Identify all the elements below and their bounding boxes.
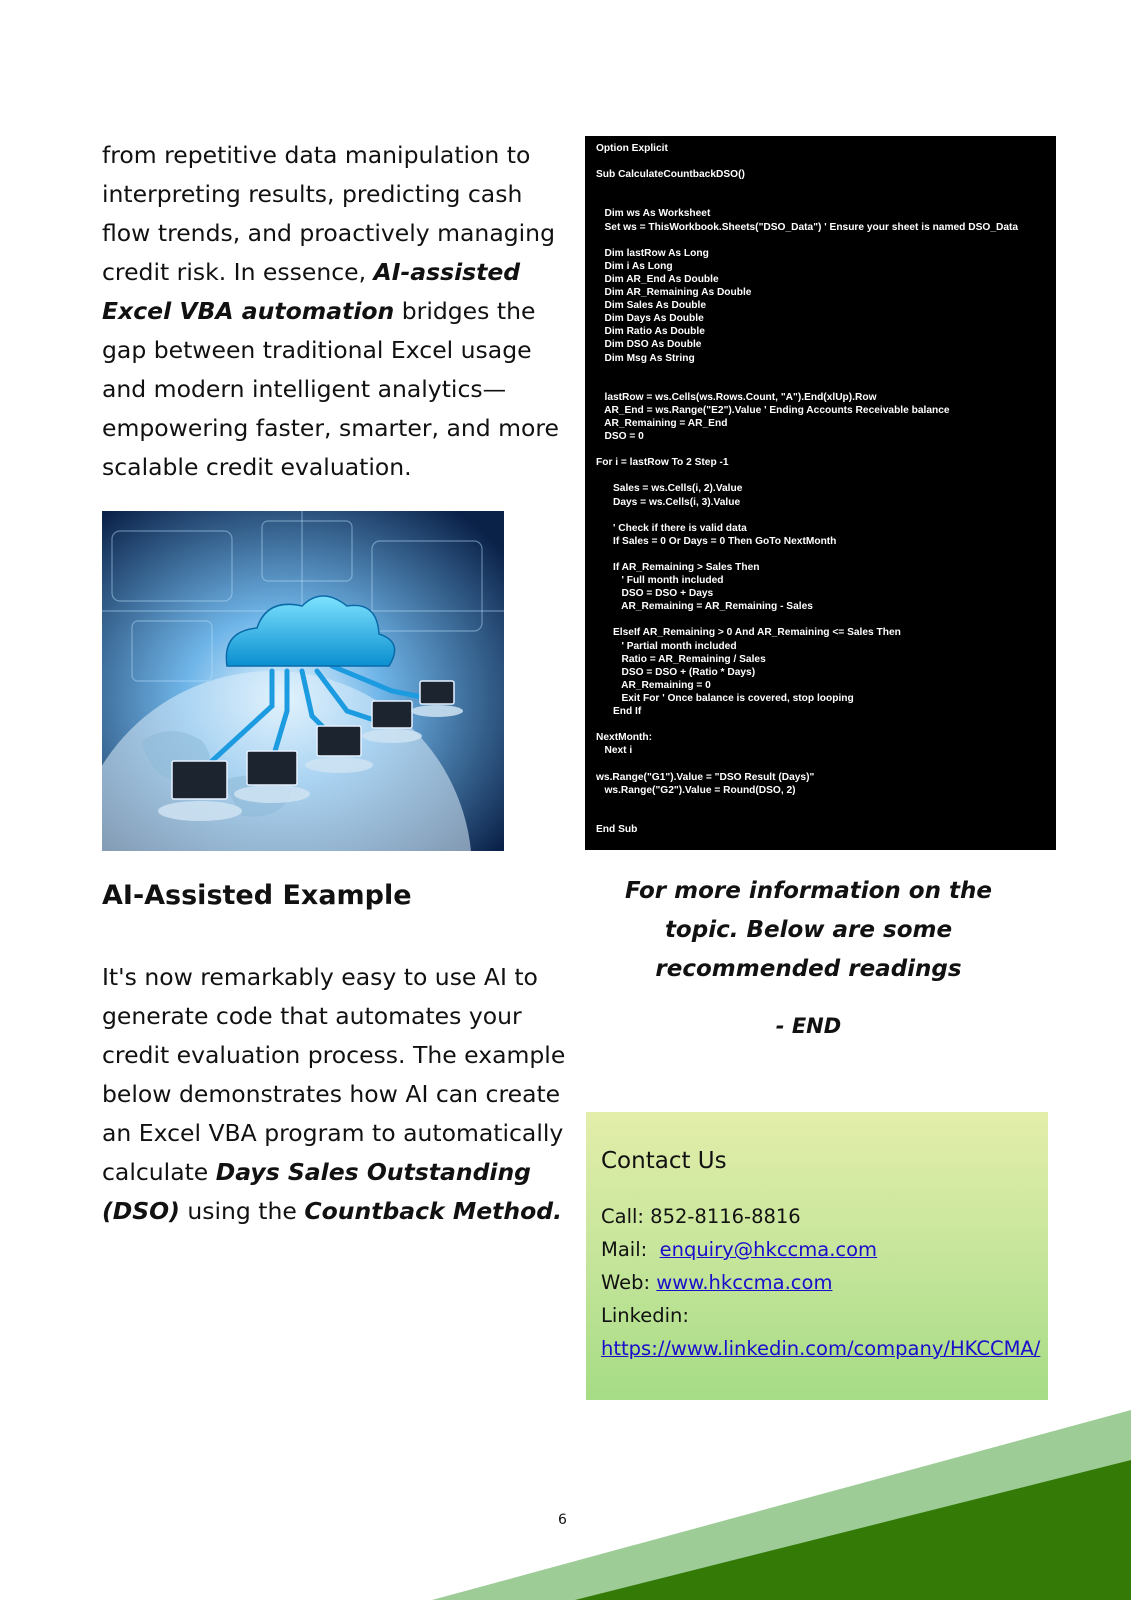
contact-linkedin-label: Linkedin: (601, 1304, 689, 1327)
contact-web: Web: www.hkccma.com (601, 1271, 833, 1294)
countback-emphasis: Countback Method. (304, 1197, 563, 1225)
contact-mail: Mail: enquiry@hkccma.com (601, 1238, 878, 1261)
end-marker: - END (775, 1014, 842, 1038)
footer-dark-green-band (575, 1460, 1131, 1600)
recommended-reading-note: For more information on the topic. Below are some recommended readings (625, 878, 992, 982)
vba-code: Option Explicit Sub CalculateCountbackDSO() Dim ws As Worksheet Set ws = ThisWorkbook.Sheets("DSO_Data") ' Ensure your sheet is named DSO_Data Dim lastRow As Long Dim i As Long Dim AR_End As Double Dim AR_Remaining As Double Dim Sales As Double Dim Days As Double Dim Ratio As Double Dim DSO As Double Dim Msg As String lastRow = ws.Cells(ws.Rows.Count, "A").End(xlUp).Row AR_End = ws.Range("E2").Value ' Ending Accounts Receivable balance AR_Remaining = AR_End DSO = 0 For i = lastRow To 2 Step -1 Sales = ws.Cells(i, 2).Value Days = ws.Cells(i, 3).Value ' Check if there is valid data If Sales = 0 Or Days = 0 Then GoTo NextMonth If AR_Remaining > Sales Then ' Full month included DSO = DSO + Days AR_Remaining = AR_Remaining - Sales ElseIf AR_Remaining > 0 And AR_Remaining <= Sales Then ' Partial month included Ratio = AR_Remaining / Sales DSO = DSO + (Ratio * Days) AR_Remaining = 0 Exit For ' Once balance is covered, stop looping End If NextMonth: Next i ws.Range("G1").Value = "DSO Result (Days)" ws.Range("G2").Value = Round(DSO, 2) End Sub (596, 143, 1019, 835)
intro-paragraph: from repetitive data manipulation to interpreting results, predicting cash flow trends, and proactively managing credit risk. In essence, AI-assisted Excel VBA automation bridges the gap between traditional Excel usage and modern intelligent analytics—empowering faster, smarter, and more scalable credit evaluation. (102, 141, 560, 481)
contact-title: Contact Us (601, 1148, 727, 1174)
intro-emphasis: AI-assisted Excel VBA automation (102, 258, 521, 325)
web-link[interactable]: www.hkccma.com (656, 1271, 833, 1294)
page-number: 6 (558, 1512, 567, 1528)
contact-call: Call: 852-8116-8816 (601, 1205, 801, 1228)
ai-example-paragraph: It's now remarkably easy to use AI to generate code that automates your credit evaluation process. The example below demonstrates how AI can create an Excel VBA program to automatically calculate Days Sales Outstanding (DSO) using the Countback Method. (102, 963, 566, 1225)
section-heading: AI-Assisted Example (102, 880, 412, 911)
linkedin-link[interactable]: https://www.linkedin.com/company/HKCCMA/ (601, 1337, 1041, 1360)
mail-link[interactable]: enquiry@hkccma.com (659, 1238, 878, 1261)
dso-emphasis: Days Sales Outstanding (DSO) (102, 1158, 532, 1225)
